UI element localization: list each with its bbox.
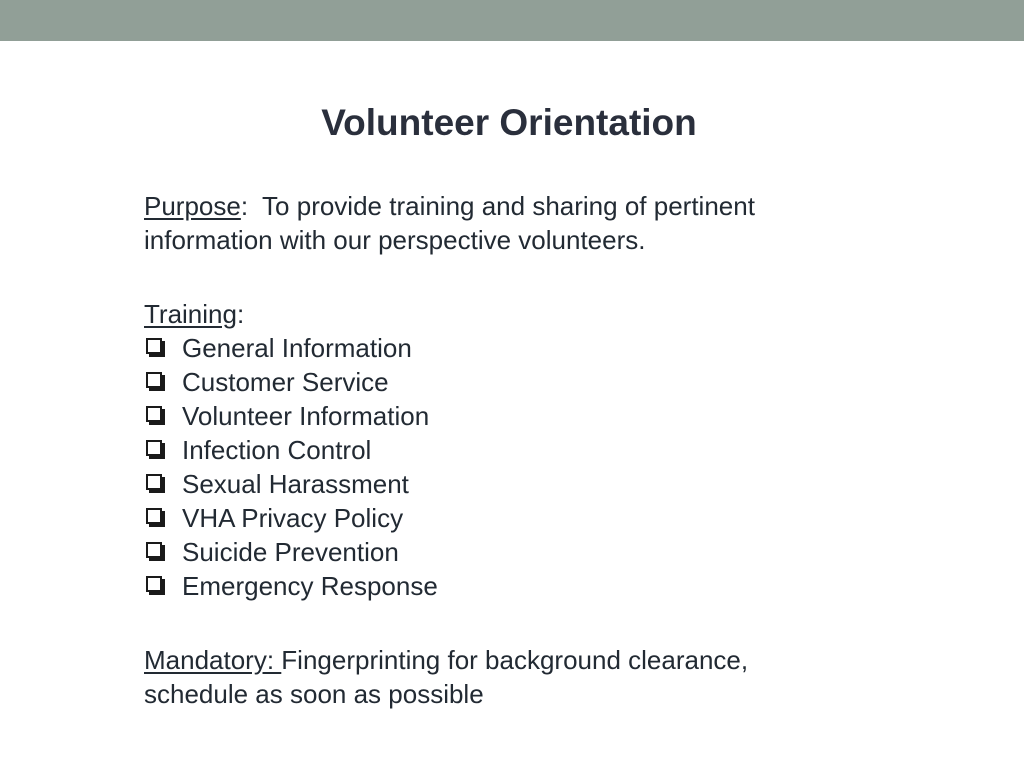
training-item-label: Sexual Harassment [182, 469, 409, 499]
purpose-text-line2: information with our perspective volunteers. [144, 225, 646, 255]
checkbox-bullet-icon [146, 474, 162, 490]
mandatory-text-line1: Fingerprinting for background clearance, [281, 645, 749, 675]
training-separator: : [236, 299, 245, 329]
training-label: Training [144, 299, 237, 329]
checkbox-bullet-icon [146, 508, 162, 524]
list-item [144, 501, 884, 535]
list-item [144, 399, 884, 433]
list-item [144, 365, 884, 399]
checkbox-bullet-icon [146, 542, 162, 558]
training-item-label: Suicide Prevention [182, 537, 399, 567]
purpose-paragraph [144, 189, 884, 257]
checkbox-bullet-icon [146, 576, 162, 592]
mandatory-label: Mandatory: [144, 645, 282, 675]
training-item-label: Emergency Response [182, 571, 438, 601]
training-item-label: Volunteer Information [182, 401, 430, 431]
purpose-label: Purpose [144, 191, 241, 221]
list-item [144, 331, 884, 365]
training-item-label: General Information [182, 333, 412, 363]
purpose-text-line1: To provide training and sharing of pertinent [262, 191, 755, 221]
training-item-label: VHA Privacy Policy [182, 503, 404, 533]
mandatory-paragraph [144, 643, 884, 711]
slide-title: Volunteer Orientation [321, 102, 697, 143]
checkbox-bullet-icon [146, 440, 162, 456]
header-band [0, 0, 1024, 41]
list-item [144, 535, 884, 569]
checkbox-bullet-icon [146, 372, 162, 388]
training-heading [144, 297, 884, 331]
training-item-label: Customer Service [182, 367, 389, 397]
list-item [144, 433, 884, 467]
checkbox-bullet-icon [146, 338, 162, 354]
mandatory-text-line2: schedule as soon as possible [144, 679, 484, 709]
list-item [144, 467, 884, 501]
list-item [144, 569, 884, 603]
checkbox-bullet-icon [146, 406, 162, 422]
purpose-separator: : [240, 191, 263, 221]
training-item-label: Infection Control [182, 435, 372, 465]
training-list [144, 331, 884, 603]
slide-body [144, 189, 884, 711]
